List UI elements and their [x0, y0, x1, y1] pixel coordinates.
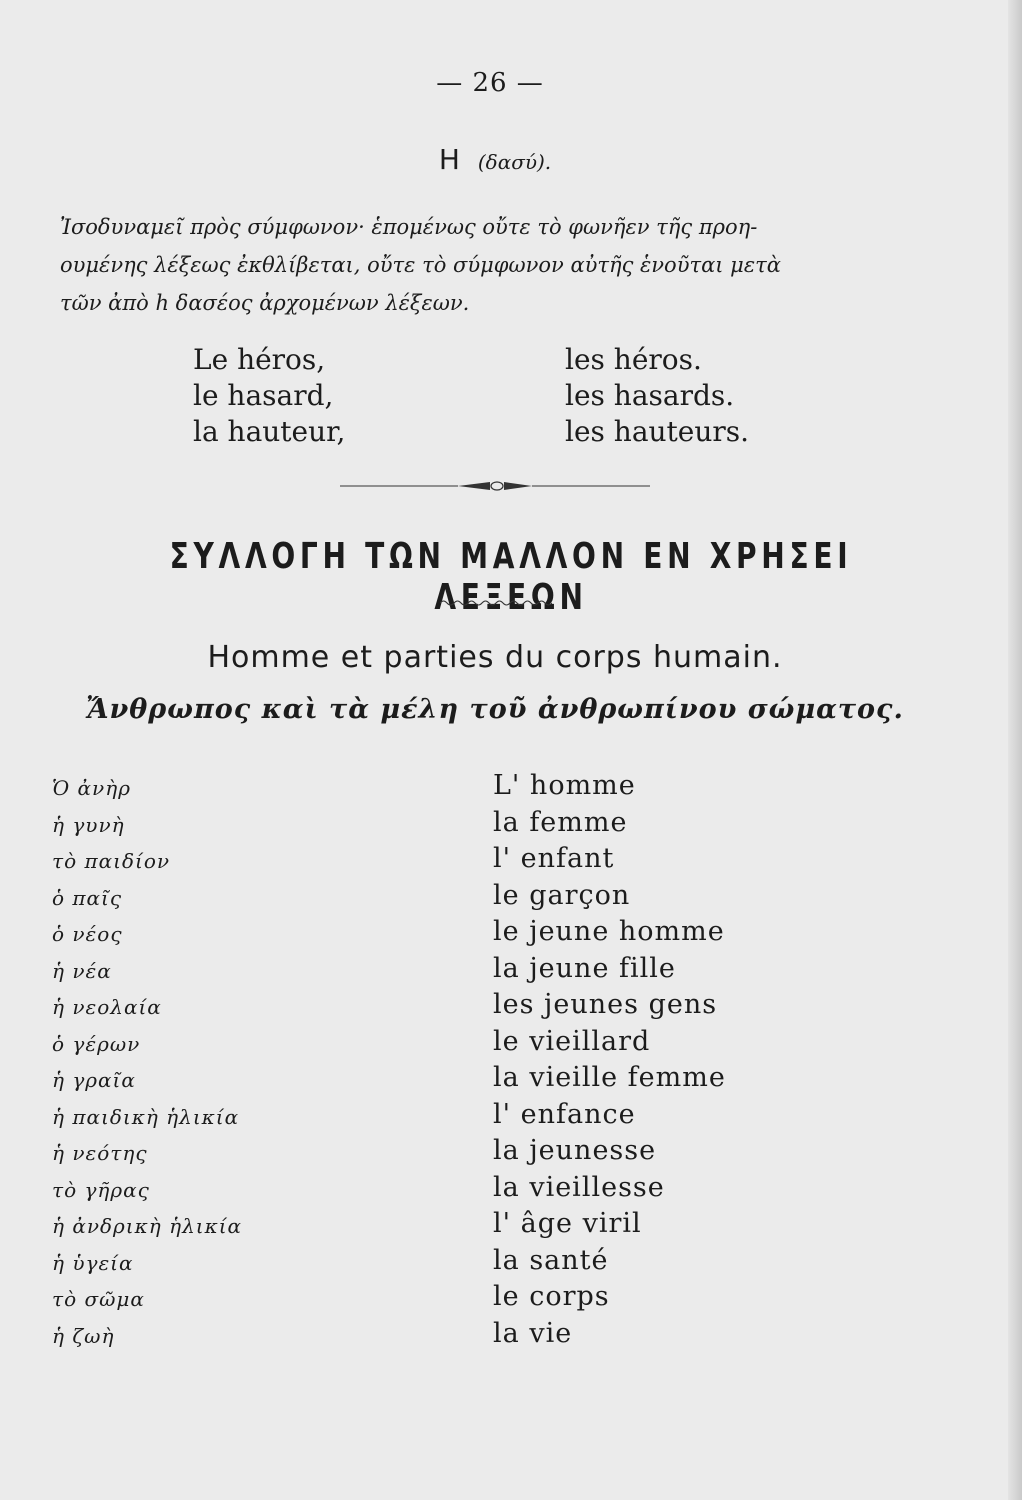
- greek-term: ὁ νέος: [52, 922, 123, 946]
- rule-paragraph: [60, 208, 960, 322]
- letter-heading-note: (δασύ).: [477, 150, 552, 174]
- vocabulary-row: [0, 989, 1022, 1026]
- french-term: l' enfance: [493, 1098, 636, 1130]
- section-title: ΣΥΛΛΟΓΗ ΤΩΝ ΜΑΛΛΟΝ ΕΝ ΧΡΗΣΕΙ ΛΕΞΕΩΝ: [169, 536, 853, 618]
- vocabulary-row: [0, 1172, 1022, 1209]
- vocabulary-row: [0, 953, 1022, 990]
- french-term: la vieillesse: [493, 1171, 665, 1203]
- french-term: la jeunesse: [493, 1135, 657, 1166]
- greek-term: Ὁ ἀνὴρ: [52, 776, 131, 800]
- french-term: le corps: [493, 1281, 610, 1312]
- vocabulary-row: [0, 1026, 1022, 1063]
- vocabulary-row: [0, 1281, 1022, 1318]
- greek-term: ἡ ζωὴ: [52, 1323, 115, 1348]
- vocabulary-row: [0, 770, 1022, 807]
- rule-line: ουμένης λέξεως ἐκθλίβεται, οὔτε τὸ σύμφωνον αὐτῆς ἑνοῦται μετὰ: [60, 253, 781, 277]
- vocabulary-row: [0, 1318, 1022, 1355]
- french-term: les jeunes gens: [493, 989, 718, 1020]
- greek-term: ἡ γραῖα: [52, 1068, 136, 1092]
- greek-term: τὸ σῶμα: [52, 1287, 145, 1311]
- vocabulary-row: [0, 1208, 1022, 1245]
- vocabulary-row: [0, 807, 1022, 844]
- greek-term: ὁ παῖς: [52, 885, 123, 910]
- vocabulary-row: [0, 1099, 1022, 1136]
- french-term: la vie: [493, 1317, 573, 1349]
- french-term: la femme: [493, 806, 628, 838]
- example-plural: les hasards.: [565, 379, 735, 412]
- example-plural: les héros.: [565, 343, 702, 376]
- greek-term: ἡ γυνὴ: [52, 812, 125, 837]
- example-singular: le hasard,: [193, 379, 334, 412]
- greek-term: τὸ γῆρας: [52, 1177, 150, 1202]
- greek-term: ὁ γέρων: [52, 1031, 141, 1056]
- vocabulary-list: [0, 770, 1022, 1354]
- french-heading: Homme et parties du corps humain.: [207, 640, 783, 675]
- french-term: la santé: [493, 1244, 609, 1276]
- letter-heading: [0, 143, 990, 176]
- greek-term: ἡ νεολαία: [52, 995, 162, 1019]
- french-term: le jeune homme: [493, 916, 725, 947]
- examples-plural: [565, 342, 749, 450]
- rule-line: τῶν ἀπὸ h δασέος ἀρχομένων λέξεων.: [60, 291, 470, 315]
- french-term: la jeune fille: [493, 952, 676, 984]
- vocabulary-row: [0, 1135, 1022, 1172]
- examples-singular: [193, 342, 345, 450]
- french-term: le garçon: [493, 879, 631, 911]
- greek-term: ἡ ὑγεία: [52, 1250, 134, 1275]
- vocabulary-row: [0, 880, 1022, 917]
- rule-line: Ἰσοδυναμεῖ πρὸς σύμφωνον· ἑπομένως οὔτε τὸ φωνῆεν τῆς προη-: [60, 215, 758, 239]
- greek-term: ἡ ἀνδρικὴ ἡλικία: [52, 1214, 243, 1238]
- french-term: l' enfant: [493, 843, 615, 874]
- french-term: l' âge viril: [493, 1208, 642, 1239]
- greek-term: τὸ παιδίον: [52, 849, 171, 873]
- greek-term: ἡ νέα: [52, 958, 112, 983]
- greek-heading: Ἄνθρωπος καὶ τὰ μέλη τοῦ ἀνθρωπίνου σώματος.: [86, 694, 904, 725]
- vocabulary-row: [0, 1245, 1022, 1282]
- vocabulary-row: [0, 916, 1022, 953]
- letter-heading-letter: H: [438, 143, 460, 176]
- french-term: le vieillard: [493, 1025, 651, 1057]
- example-singular: la hauteur,: [193, 415, 346, 448]
- vocabulary-row: [0, 843, 1022, 880]
- vocabulary-row: [0, 1062, 1022, 1099]
- french-term: la vieille femme: [493, 1062, 726, 1093]
- ornament-divider: [340, 478, 650, 494]
- french-term: L' homme: [493, 770, 636, 801]
- example-plural: les hauteurs.: [565, 415, 750, 448]
- squiggle-divider: [440, 598, 552, 608]
- greek-term: ἡ παιδικὴ ἡλικία: [52, 1104, 240, 1129]
- page-number: — 26 —: [436, 68, 544, 98]
- example-singular: Le héros,: [193, 343, 326, 376]
- greek-term: ἡ νεότης: [52, 1141, 148, 1165]
